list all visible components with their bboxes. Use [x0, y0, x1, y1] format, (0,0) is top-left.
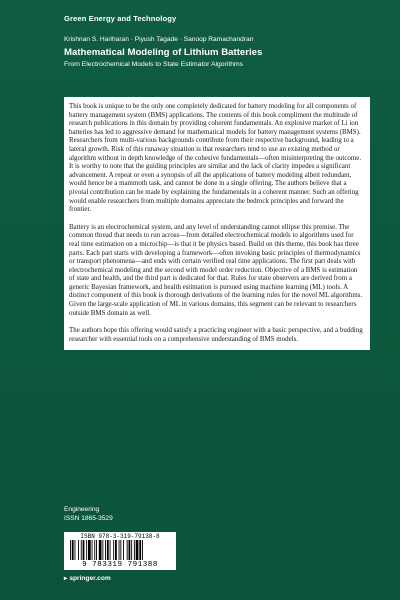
barcode-bar — [115, 540, 117, 560]
subject-label: Engineering — [64, 506, 100, 513]
isbn-label: ISBN 978-3-319-79138-8 — [80, 533, 160, 540]
barcode-bar — [70, 540, 71, 560]
barcode-bar — [129, 540, 131, 560]
blurb-panel — [64, 97, 370, 350]
book-subtitle: From Electrochemical Models to State Estimator Algorithms — [64, 61, 244, 68]
barcode-bar — [99, 540, 102, 560]
barcode-bar — [139, 540, 141, 560]
barcode-bar — [96, 540, 97, 560]
barcode-bar — [107, 540, 109, 560]
authors: Krishnan S. Hariharan · Piyush Tagade · Sanoop Ramachandran — [64, 36, 254, 43]
barcode-bar — [78, 540, 79, 560]
barcode-bar — [131, 540, 132, 560]
publisher-website[interactable] — [64, 574, 111, 582]
barcode-bar — [142, 540, 143, 560]
barcode-bar — [83, 540, 85, 560]
barcode-bar — [102, 540, 103, 560]
barcode-bar — [120, 540, 121, 560]
barcode-bar — [110, 540, 111, 560]
barcode-bar — [94, 540, 95, 560]
barcode-bar — [136, 540, 139, 560]
blurb-paragraph-3: The authors hope this offering would satisfy a practicing engineer with a basic perspective, and a budding researcher with essential tools on a comprehensive understanding of BMS models. — [69, 326, 363, 343]
blurb-paragraph-1: This book is unique to be the only one completely dedicated for battery modeling for all components of battery management system (BMS) applications. The contents of this book compliment the multitude of research publications in this domain by providing coherent fundamentals. An explosive market of Li ion batteries has led to aggressive demand for mathematical models for battery management systems (BMS). Researchers from multi-various backgrounds contribute from their respective background, leading to a lateral growth. Risk of this runaway situation is that researchers tend to use an existing method or algorithm without in depth knowledge of the cohesive fundamentals—often misinterpreting the outcome. It is worthy to note that the guiding principles are similar and the lack of clarity impedes a significant advancement. A repeat or even a synopsis of all the applications of battery modeling albeit redundant, would hence be a mammoth task, and cannot be done in a single offering. The authors believe that a pivotal contribution can be made by explaining the fundamentals in a coherent manner. Such an offering would enable researchers from multiple domains appreciate the bedrock principles and forward the frontier. — [69, 102, 362, 214]
barcode-bar — [127, 540, 128, 560]
barcode-bar — [113, 540, 114, 560]
book-title: Mathematical Modeling of Lithium Batteries — [64, 47, 263, 58]
barcode-bar — [105, 540, 106, 560]
publication-info — [64, 506, 113, 523]
barcode-bar — [92, 540, 93, 560]
arrow-icon: ▸ — [64, 575, 68, 582]
barcode-bar — [72, 540, 74, 560]
barcode-bars — [70, 540, 170, 560]
barcode-bar — [86, 540, 87, 560]
website-text: springer.com — [69, 575, 111, 582]
barcode-bar — [75, 540, 76, 560]
cover-header — [64, 14, 380, 68]
barcode-bar — [123, 540, 124, 560]
series-name: Green Energy and Technology — [64, 14, 177, 23]
barcode — [64, 532, 176, 570]
ean-digits: 9 783319 791388 — [82, 561, 158, 569]
barcode-bar — [119, 540, 120, 560]
barcode-bar — [134, 540, 135, 560]
barcode-bar — [81, 540, 82, 560]
issn-label: ISSN 1865-3529 — [64, 514, 113, 522]
blurb-paragraph-2: Battery is an electrochemical system, and any level of understanding cannot ellipse this premise. The common thread that needs to run across—from detailed electrochemical models to algorithms used for real time estimation on a microchip—is that it be physics based. Build on this theme, this book has three parts. Each part starts with developing a framework—often invoking basic principles of thermodynamics or transport phenomena—and ends with certain verified real time applications. The first part deals with electrochemical modeling and the second with model order reduction. Objective of a BMS is estimation of state and health, and the third part is dedicated for that. Rules for state observers are derived from a generic Bayesian framework, and health estimation is pursued using machine learning (ML) tools. A distinct component of this book is thorough derivations of the learning rules for the novel ML algorithms. Given the large-scale application of ML in various domains, this segment can be relevant to researchers outside BMS domain as well. — [69, 222, 363, 317]
barcode-bar — [88, 540, 91, 560]
